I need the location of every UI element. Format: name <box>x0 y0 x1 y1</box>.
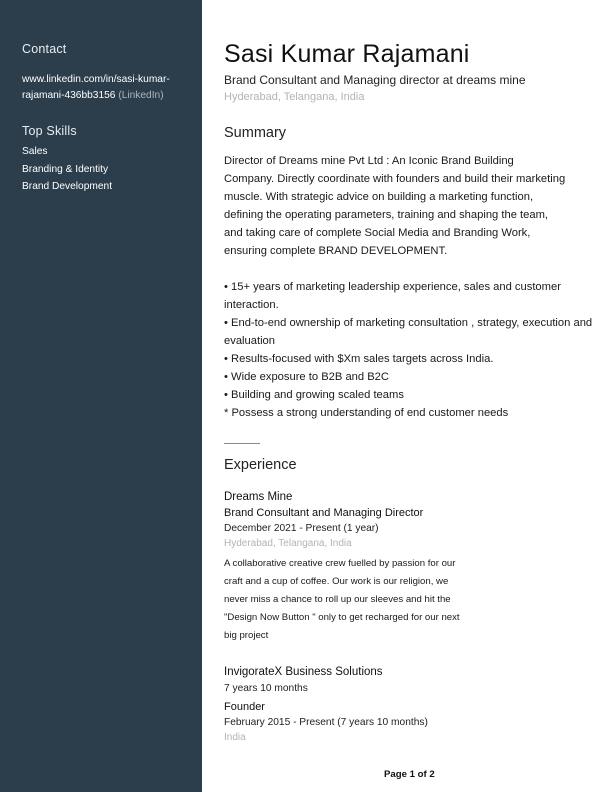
skills-list <box>22 143 112 196</box>
top-skills-heading: Top Skills <box>22 124 77 138</box>
summary-text <box>224 152 596 260</box>
summary-line: and taking care of complete Social Media and Branding Work, <box>224 227 531 239</box>
summary-title: Summary <box>224 125 287 141</box>
job-dates: February 2015 - Present (7 years 10 months) <box>224 717 428 728</box>
skill-item: Sales <box>22 146 48 157</box>
linkedin-url-line1: www.linkedin.com/in/sasi-kumar- <box>22 74 170 85</box>
page-number: Page 1 of 2 <box>384 769 435 780</box>
summary-line: Company. Directly coordinate with founders and build their marketing <box>224 173 566 185</box>
linkedin-link[interactable] <box>22 72 170 104</box>
summary-line: Director of Dreams mine Pvt Ltd : An Iconic Brand Building <box>224 155 514 167</box>
linkedin-url-line2: rajamani-436bb3156 (LinkedIn) <box>22 90 164 101</box>
profile-location: Hyderabad, Telangana, India <box>224 91 365 103</box>
job-company: InvigorateX Business Solutions <box>224 666 383 678</box>
summary-bullet: • 15+ years of marketing leadership experience, sales and customer interaction. <box>224 281 561 311</box>
job-tenure: 7 years 10 months <box>224 683 308 694</box>
profile-name: Sasi Kumar Rajamani <box>224 40 470 68</box>
job-role: Founder <box>224 701 265 713</box>
skill-item: Branding & Identity <box>22 163 109 175</box>
summary-line: muscle. With strategic advice on building a marketing function, <box>224 191 534 203</box>
job-description-line: A collaborative creative crew fuelled by passion for our <box>224 558 456 569</box>
summary-bullet: • End-to-end ownership of marketing consultation , strategy, execution and evaluation <box>224 317 593 347</box>
contact-heading: Contact <box>22 42 67 56</box>
profile-headline: Brand Consultant and Managing director at dreams mine <box>224 73 526 87</box>
summary-line: ensuring complete BRAND DEVELOPMENT. <box>224 245 448 257</box>
job-location: India <box>224 732 246 743</box>
sidebar <box>0 0 202 792</box>
job-entry-invigoratex <box>224 666 428 746</box>
job-description-line: craft and a cup of coffee. Our work is our religion, we <box>224 576 449 587</box>
job-dates: December 2021 - Present (1 year) <box>224 523 379 534</box>
summary-bullet: • Results-focused with $Xm sales targets across India. <box>224 353 494 365</box>
job-role: Brand Consultant and Managing Director <box>224 507 424 519</box>
job-company: Dreams Mine <box>224 491 293 503</box>
job-location: Hyderabad, Telangana, India <box>224 538 352 549</box>
summary-bullet: • Wide exposure to B2B and B2C <box>224 371 389 383</box>
summary-bullets <box>224 278 596 422</box>
job-description <box>224 555 494 645</box>
summary-bullet: • Building and growing scaled teams <box>224 389 404 401</box>
job-description-line: "Design Now Button " only to get recharged for our next <box>224 612 460 623</box>
job-description-line: never miss a chance to roll up our sleeves and hit the <box>224 594 451 605</box>
summary-bullet: * Possess a strong understanding of end customer needs <box>224 407 509 419</box>
job-entry-dreams-mine <box>224 489 423 551</box>
section-divider <box>224 443 260 444</box>
skill-item: Brand Development <box>22 181 113 192</box>
summary-line: defining the operating parameters, training and shaping the team, <box>224 209 549 221</box>
linkedin-label: (LinkedIn) <box>118 90 164 101</box>
experience-title: Experience <box>224 457 297 473</box>
job-description-line: big project <box>224 630 269 641</box>
